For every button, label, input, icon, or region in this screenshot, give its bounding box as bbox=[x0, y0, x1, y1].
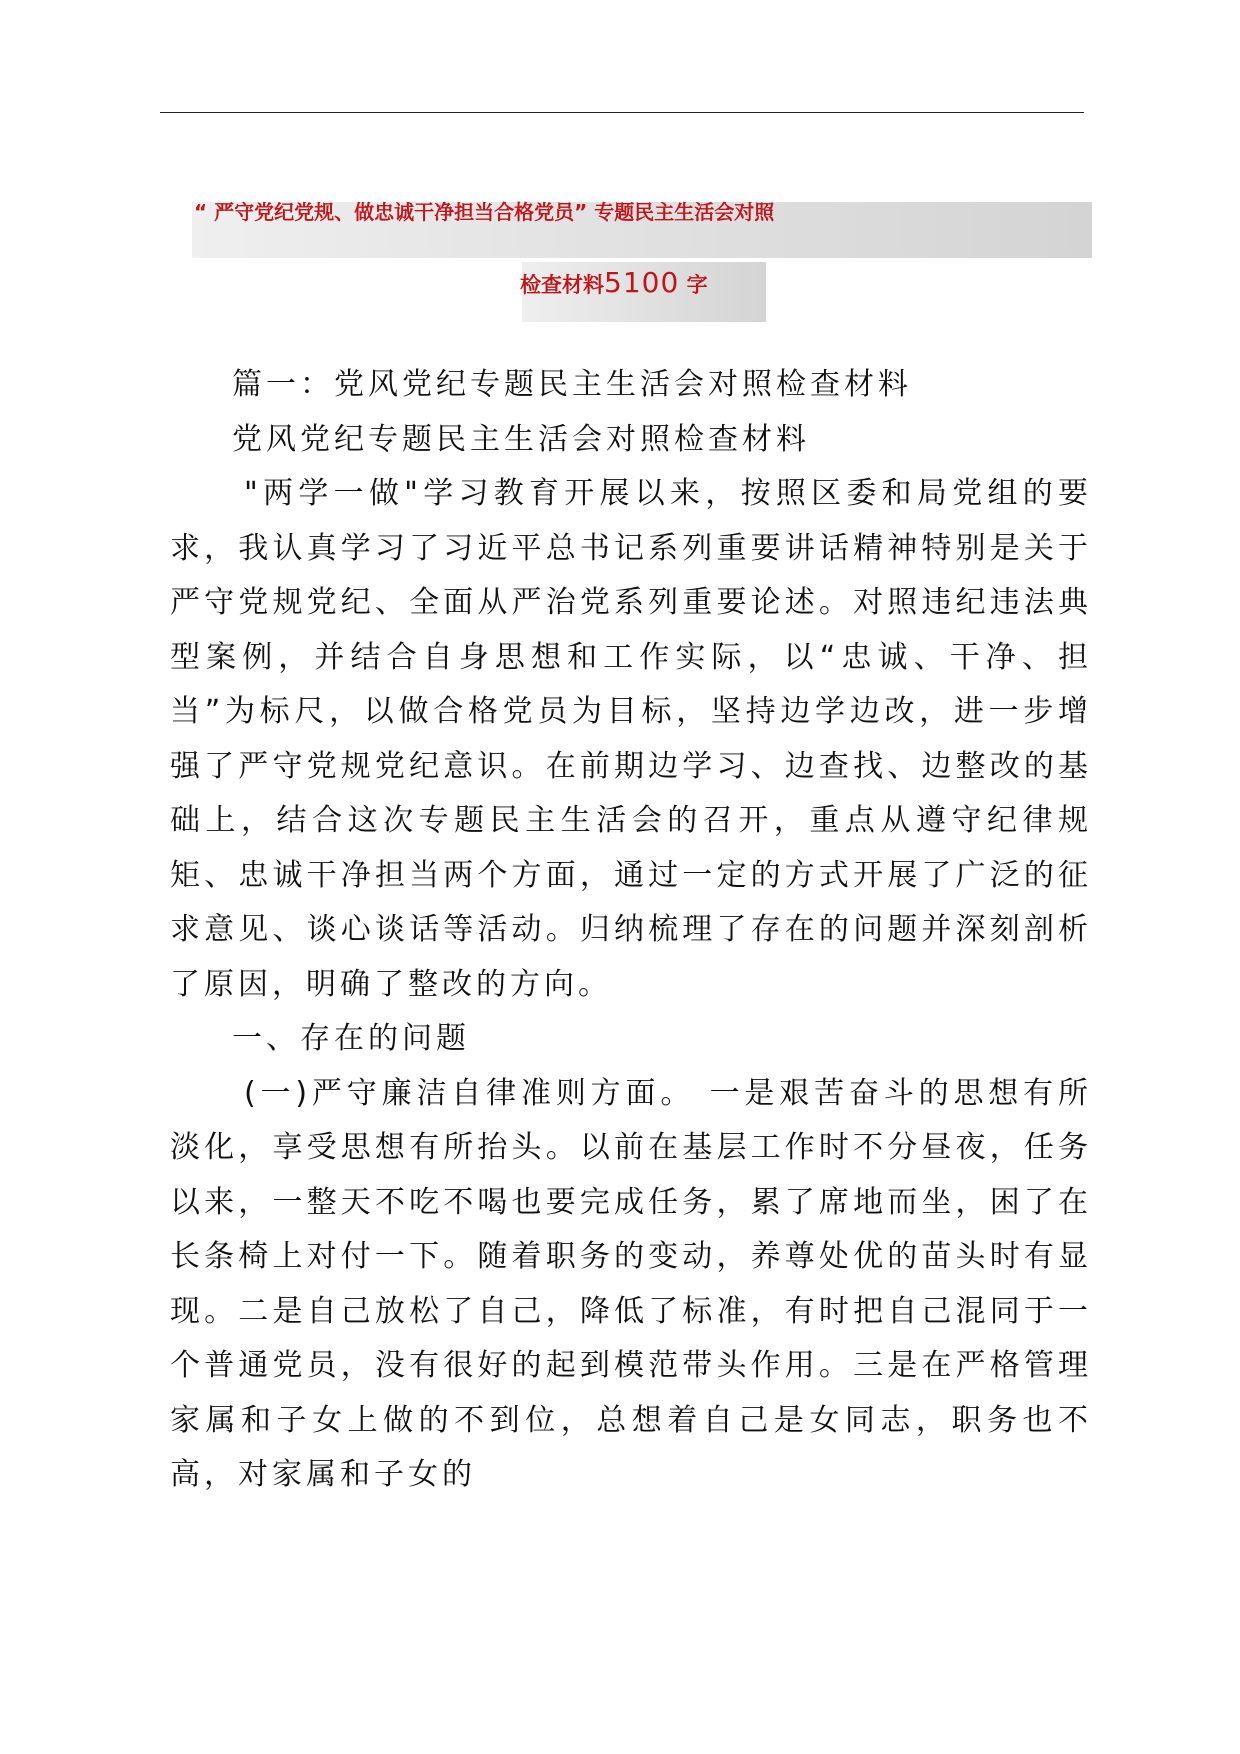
paragraph-discipline: (一)严守廉洁自律准则方面。 一是艰苦奋斗的思想有所淡化，享受思想有所抬头。以前在基层工作时不分昼夜，任务以来，一整天不吃不喝也要完成任务，累了席地而坐，困了在长条椅上对付一下。随着职务的变动，养尊处优的苗头时有显现。二是自己放松了自己，降低了标准，有时把自己混同于一个普通党员，没有很好的起到模范带头作用。三是在严格管理家属和子女上做的不到位，总想着自己是女同志，职务也不高，对家属和子女的 bbox=[170, 1075, 1092, 1492]
title-word-count: 5100 bbox=[604, 266, 680, 299]
title-text-part: 检查材料 bbox=[520, 273, 604, 297]
document-title-line-2 bbox=[520, 268, 708, 300]
paragraph-intro: "两学一做"学习教育开展以来，按照区委和局党组的要求，我认真学习了习近平总书记系列重要讲话精神特别是关于严守党规党纪、全面从严治党系列重要论述。对照违纪违法典型案例，并结合自身思想和工作实际，以“忠诚、干净、担当”为标尺，以做合格党员为目标，坚持边学边改，进一步增强了严守党规党纪意识。在前期边学习、边查找、边整改的基础上，结合这次专题民主生活会的召开，重点从遵守纪律规矩、忠诚干净担当两个方面，通过一定的方式开展了广泛的征求意见、谈心谈话等活动。归纳梳理了存在的问题并深刻剖析了原因，明确了整改的方向。 bbox=[170, 476, 1092, 1002]
document-body bbox=[170, 358, 1092, 1503]
document-title-line-1: “ 严守党纪党规、做忠诚干净担当合格党员” 专题民主生活会对照 bbox=[194, 200, 775, 224]
header-rule bbox=[160, 112, 1084, 113]
title-suffix: 字 bbox=[686, 273, 708, 297]
heading-part-one: 篇一：党风党纪专题民主生活会对照检查材料 bbox=[232, 367, 912, 402]
section-heading-problems: 一、存在的问题 bbox=[232, 1021, 470, 1056]
heading-material: 党风党纪专题民主生活会对照检查材料 bbox=[232, 421, 810, 457]
